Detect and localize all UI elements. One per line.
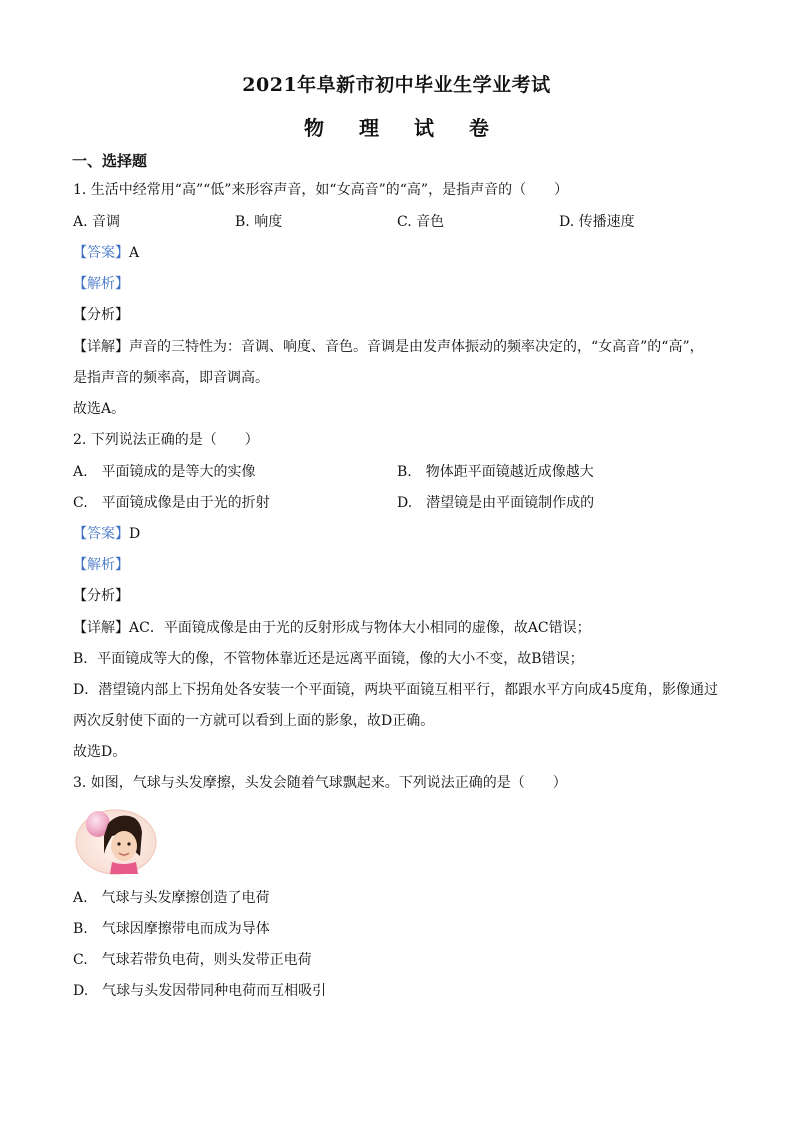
q2-detail-label: 【详解】 bbox=[73, 620, 129, 636]
page-subtitle: 物 理 试 卷 bbox=[304, 116, 503, 140]
q1-option-c: C. 音色 bbox=[397, 214, 445, 230]
q2-option-c: C. 平面镜成像是由于光的折射 bbox=[73, 495, 270, 511]
q1-stem: 1. 生活中经常用“高”“低”来形容声音，如“女高音”的“高”，是指声音的（ ） bbox=[73, 182, 569, 198]
q2-option-b: B. 物体距平面镜越近成像越大 bbox=[397, 464, 594, 480]
face-shape bbox=[111, 831, 137, 861]
q1-detail-line2: 是指声音的频率高，即音调高。 bbox=[73, 370, 269, 386]
right-eye bbox=[127, 842, 130, 845]
q2-detail bbox=[73, 618, 591, 638]
q1-answer bbox=[73, 243, 139, 263]
q2-detail-line2: B．平面镜成等大的像，不管物体靠近还是远离平面镜，像的大小不变，故B错误； bbox=[73, 651, 584, 667]
q3-option-b: B. 气球因摩擦带电而成为导体 bbox=[73, 921, 270, 937]
q2-detail-line4: 两次反射使下面的一方就可以看到上面的影象，故D正确。 bbox=[73, 713, 435, 729]
q3-option-d: D. 气球与头发因带同种电荷而互相吸引 bbox=[73, 983, 327, 999]
q2-options-row2 bbox=[73, 493, 723, 513]
q1-detail-label: 【详解】 bbox=[73, 339, 129, 355]
balloon-hair-picture bbox=[74, 806, 158, 876]
q2-answer-label: 【答案】 bbox=[73, 526, 129, 542]
q2-stem: 2. 下列说法正确的是（ ） bbox=[73, 432, 259, 448]
q2-analysis-label: 【解析】 bbox=[73, 557, 129, 573]
page-title: 2021年阜新市初中毕业生学业考试 bbox=[242, 74, 551, 96]
q2-detail-line3: D．潜望镜内部上下拐角处各安装一个平面镜，两块平面镜互相平行，都跟水平方向成45度角，影像通过 bbox=[73, 682, 719, 698]
q2-detail-text: AC．平面镜成像是由于光的反射形成与物体大小相同的虚像，故AC错误； bbox=[129, 620, 591, 636]
q2-options-row1 bbox=[73, 462, 723, 482]
q1-option-d: D. 传播速度 bbox=[559, 214, 635, 230]
q2-option-d: D. 潜望镜是由平面镜制作成的 bbox=[397, 495, 595, 511]
q2-answer-value: D bbox=[129, 526, 141, 542]
q1-option-a: A. 音调 bbox=[73, 214, 121, 230]
q2-answer bbox=[73, 524, 140, 544]
q1-option-b: B. 响度 bbox=[235, 214, 283, 230]
section-heading: 一、选择题 bbox=[72, 152, 148, 170]
q2-conclusion: 故选D。 bbox=[73, 744, 127, 760]
q2-fenxi: 【分析】 bbox=[73, 588, 129, 604]
q1-fenxi: 【分析】 bbox=[73, 307, 129, 323]
q1-detail bbox=[73, 337, 704, 357]
q3-stem: 3. 如图，气球与头发摩擦，头发会随着气球飘起来。下列说法正确的是（ ） bbox=[73, 775, 567, 791]
q1-detail-text: 声音的三特性为：音调、响度、音色。音调是由发声体振动的频率决定的，“女高音”的“高”， bbox=[129, 339, 704, 355]
q3-option-c: C. 气球若带负电荷，则头发带正电荷 bbox=[73, 952, 312, 968]
q2-option-a: A. 平面镜成的是等大的实像 bbox=[73, 464, 256, 480]
q1-conclusion: 故选A。 bbox=[73, 401, 126, 417]
q3-option-a: A. 气球与头发摩擦创造了电荷 bbox=[73, 890, 270, 906]
left-eye bbox=[117, 842, 120, 845]
q1-answer-value: A bbox=[129, 245, 140, 261]
q1-analysis-label: 【解析】 bbox=[73, 276, 129, 292]
q1-options bbox=[73, 212, 723, 232]
q1-answer-label: 【答案】 bbox=[73, 245, 129, 261]
